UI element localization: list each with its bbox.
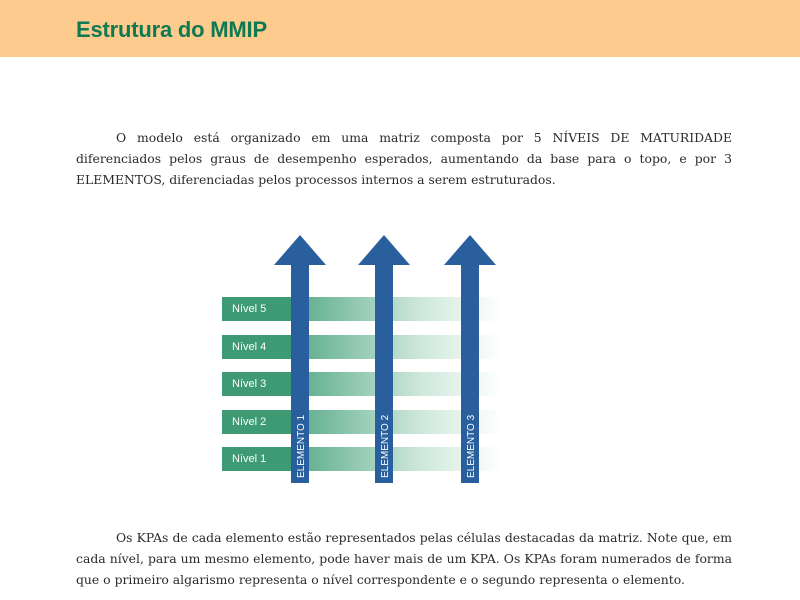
level-label: Nível 4 (232, 341, 267, 353)
level-label: Nível 2 (232, 416, 267, 428)
element-arrows (220, 235, 510, 485)
element-arrow-1 (274, 235, 326, 483)
element-arrow-3 (444, 235, 496, 483)
intro-paragraph: O modelo está organizado em uma matriz composta por 5 NÍVEIS DE MATURIDADE diferenciados pelos graus de desempenho esperados, aumentando da base para o topo, e por 3 ELEMENTOS, diferenciadas pelos processos internos a serem estruturados. (76, 130, 732, 187)
maturity-matrix-diagram (220, 235, 510, 485)
element-label: ELEMENTO 3 (466, 414, 477, 478)
element-arrow-2 (358, 235, 410, 483)
page-title: Estrutura do MMIP (76, 17, 267, 42)
level-label: Nível 1 (232, 453, 267, 465)
element-label: ELEMENTO 1 (296, 414, 307, 478)
kpa-paragraph: Os KPAs de cada elemento estão representados pelas células destacadas da matriz. Note que, em cada nível, para um mesmo elemento, pode haver mais de um KPA. Os KPAs foram numerados de forma que o primeiro algarismo representa o nível correspondente e o segundo representa o elemento. (76, 530, 732, 587)
element-label: ELEMENTO 2 (380, 414, 391, 478)
level-label: Nível 5 (232, 303, 267, 315)
header-banner (0, 0, 800, 57)
level-label: Nível 3 (232, 378, 267, 390)
